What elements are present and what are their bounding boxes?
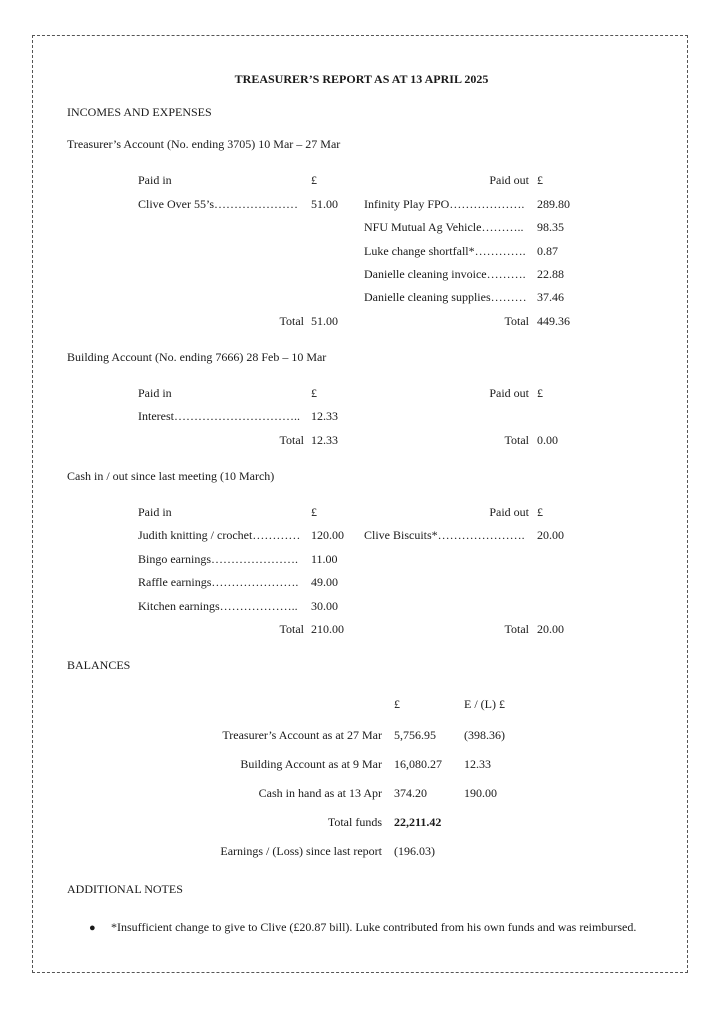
building-paid-out-label: Paid out (489, 386, 529, 400)
cash-paid-in-item: Judith knitting / crochet………… (138, 528, 301, 542)
building-account-heading: Building Account (No. ending 7666) 28 Feb – 10 Mar (67, 350, 327, 364)
treasurer-paid-out-item: Infinity Play FPO………………. (364, 197, 525, 211)
cash-paid-out-currency: £ (537, 505, 543, 519)
treasurer-total-out: 449.36 (537, 314, 570, 328)
building-total-in: 12.33 (311, 433, 338, 447)
balance-label: Building Account as at 9 Mar (240, 757, 382, 771)
cash-total-in-label: Total (279, 622, 304, 636)
report-title: TREASURER’S REPORT AS AT 13 APRIL 2025 (234, 72, 489, 86)
treasurer-total-in: 51.00 (311, 314, 338, 328)
balances-heading: BALANCES (67, 658, 131, 672)
treasurer-paid-in-currency: £ (311, 173, 317, 187)
treasurer-paid-out-amount: 37.46 (537, 290, 564, 304)
balance-label: Cash in hand as at 13 Apr (258, 786, 382, 800)
balance-amount: 16,080.27 (394, 757, 442, 771)
building-paid-in-label: Paid in (138, 386, 172, 400)
treasurer-paid-out-item: Luke change shortfall*…………. (364, 244, 526, 258)
balances-currency-header: £ (394, 697, 400, 711)
cash-paid-in-amount: 120.00 (311, 528, 344, 542)
building-paid-in-currency: £ (311, 386, 317, 400)
cash-heading: Cash in / out since last meeting (10 March) (67, 469, 275, 483)
cash-paid-in-label: Paid in (138, 505, 172, 519)
treasurer-paid-out-item: Danielle cleaning supplies……… (364, 290, 527, 304)
cash-paid-out-item: Clive Biscuits*…………………. (364, 528, 525, 542)
bullet-icon: ● (89, 922, 96, 934)
cash-paid-out-amount: 20.00 (537, 528, 564, 542)
treasurer-paid-out-amount: 289.80 (537, 197, 570, 211)
balance-el: (398.36) (464, 728, 505, 742)
treasurer-paid-out-amount: 98.35 (537, 220, 564, 234)
page-border (32, 35, 688, 973)
treasurer-paid-in-amount: 51.00 (311, 197, 338, 211)
treasurer-paid-in-label: Paid in (138, 173, 172, 187)
balance-amount: 5,756.95 (394, 728, 436, 742)
total-funds-value: 22,211.42 (394, 815, 442, 829)
note-item: *Insufficient change to give to Clive (£20.87 bill). Luke contributed from his own funds and was reimbursed. (111, 920, 637, 934)
total-funds-label: Total funds (327, 815, 382, 829)
earnings-label: Earnings / (Loss) since last report (220, 844, 382, 858)
cash-paid-in-amount: 49.00 (311, 575, 338, 589)
treasurer-paid-out-amount: 22.88 (537, 267, 564, 281)
treasurer-paid-out-currency: £ (537, 173, 543, 187)
notes-heading: ADDITIONAL NOTES (67, 882, 183, 896)
building-paid-in-item: Interest………………………….. (138, 409, 300, 423)
treasurer-total-out-label: Total (504, 314, 529, 328)
balance-amount: 374.20 (394, 786, 427, 800)
cash-paid-in-item: Kitchen earnings……………….. (138, 599, 298, 613)
treasurer-paid-out-amount: 0.87 (537, 244, 558, 258)
earnings-value: (196.03) (394, 844, 435, 858)
building-total-out: 0.00 (537, 433, 558, 447)
cash-paid-in-item: Raffle earnings…………………. (138, 575, 299, 589)
cash-paid-out-label: Paid out (489, 505, 529, 519)
treasurer-total-in-label: Total (279, 314, 304, 328)
balance-el: 190.00 (464, 786, 497, 800)
cash-total-out: 20.00 (537, 622, 564, 636)
treasurer-paid-out-label: Paid out (489, 173, 529, 187)
balance-el: 12.33 (464, 757, 491, 771)
treasurer-paid-in-item: Clive Over 55’s………………… (138, 197, 298, 211)
balance-label: Treasurer’s Account as at 27 Mar (222, 728, 382, 742)
treasurer-paid-out-item: NFU Mutual Ag Vehicle……….. (364, 220, 524, 234)
building-paid-out-currency: £ (537, 386, 543, 400)
treasurer-paid-out-item: Danielle cleaning invoice………. (364, 267, 526, 281)
cash-paid-in-item: Bingo earnings…………………. (138, 552, 298, 566)
cash-paid-in-amount: 11.00 (311, 552, 338, 566)
cash-paid-in-amount: 30.00 (311, 599, 338, 613)
building-total-in-label: Total (279, 433, 304, 447)
building-paid-in-amount: 12.33 (311, 409, 338, 423)
building-total-out-label: Total (504, 433, 529, 447)
cash-paid-in-currency: £ (311, 505, 317, 519)
cash-total-out-label: Total (504, 622, 529, 636)
treasurer-account-heading: Treasurer’s Account (No. ending 3705) 10 Mar – 27 Mar (67, 137, 341, 151)
incomes-heading: INCOMES AND EXPENSES (67, 105, 212, 119)
cash-total-in: 210.00 (311, 622, 344, 636)
balances-el-header: E / (L) £ (464, 697, 505, 711)
